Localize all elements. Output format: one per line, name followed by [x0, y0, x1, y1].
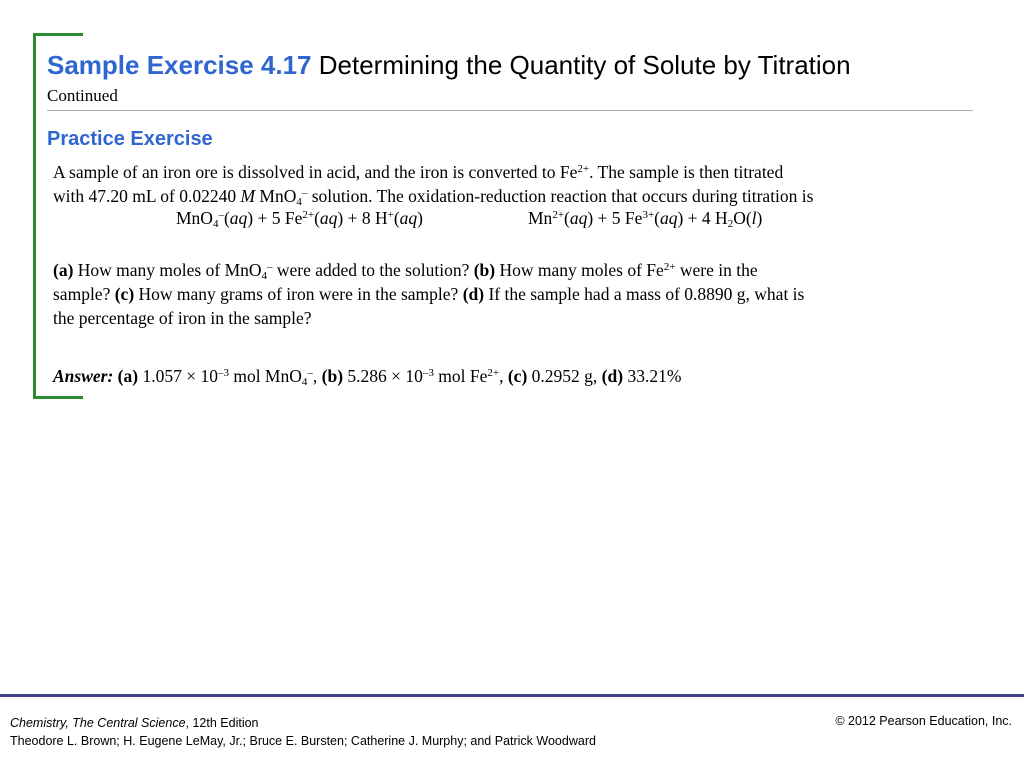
answer: Answer: (a) $1.057 \times 10^{-3}$ mol MnO$_4$–, (b) $5.286 \times 10^{-3}$ mol $Fe^{2+}$, (c) 0.2952 g, (d) 33.21%	[53, 366, 682, 388]
section-heading: Practice Exercise	[47, 128, 213, 150]
slide-subtitle: Continued	[47, 86, 118, 105]
footer-citation: Chemistry, The Central Science, 12th Edition Theodore L. Brown; H. Eugene LeMay, Jr.; Bruce E. Bursten; Catherine J. Murphy; and Patrick Woodward	[10, 716, 596, 748]
slide-title: Sample Exercise 4.17 Determining the Quantity of Solute by Titration	[47, 50, 851, 80]
equation-reactants: MnO$_4$–(aq) + 5 $Fe^{2+}(aq) + 8$ H+(aq)	[176, 208, 423, 230]
problem-statement: A sample of an iron ore is dissolved in acid, and the iron is converted to $Fe^{2+}$. The sample is then titrated with 47.20 mL of 0.02240 M MnO$_4$– solution. The oxidation-reduction reaction that occurs during titration is	[53, 162, 814, 208]
footer-divider	[0, 694, 1024, 697]
title-divider	[47, 110, 973, 111]
equation-products: $Mn^{2+}(aq) + 5$ $Fe^{3+}(aq) + 4$ $H_2O(l)$	[528, 208, 763, 230]
footer-copyright: © 2012 Pearson Education, Inc.	[835, 714, 1012, 728]
questions: (a) How many moles of MnO$_4$– were added to the solution? (b) How many moles of $Fe^{2+}$ were in the sample? (c) How many grams of iron were in the sample? (d) If the sample had a mass of 0.8890 g, what is the percentage of iron in the sample?	[53, 260, 805, 328]
